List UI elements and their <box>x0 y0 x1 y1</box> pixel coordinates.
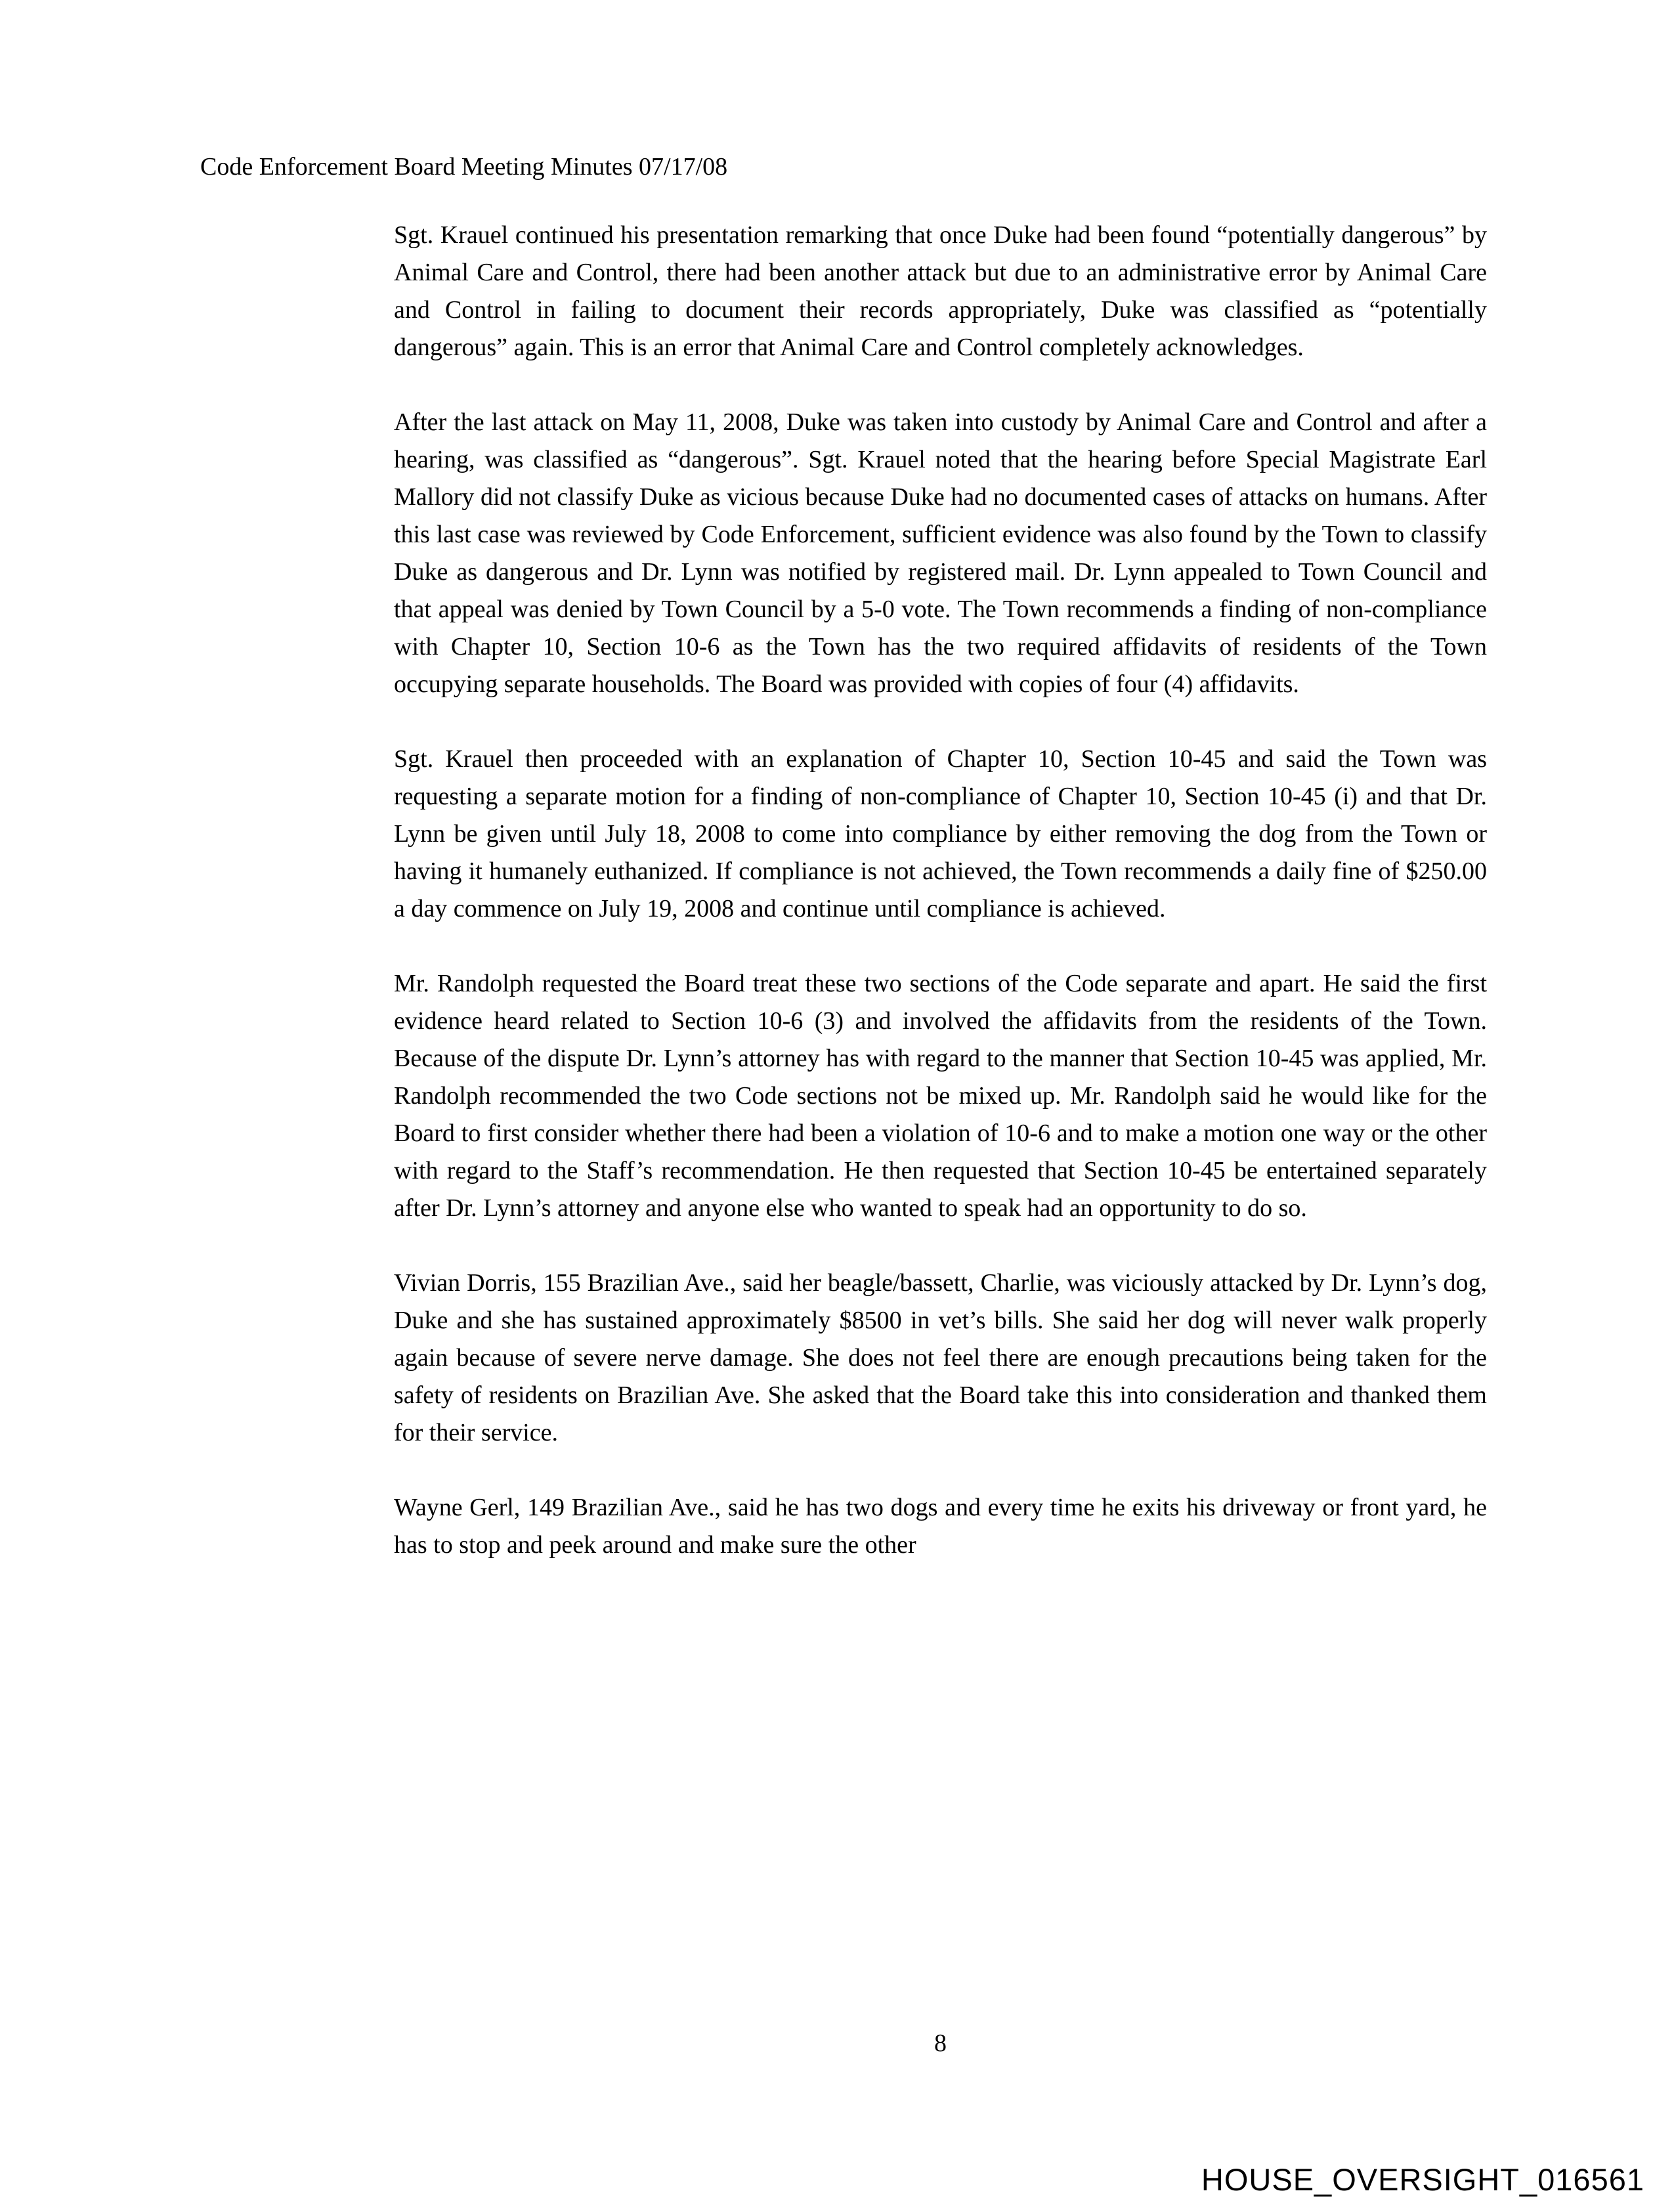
paragraph: Sgt. Krauel then proceeded with an explanation of Chapter 10, Section 10-45 and said the Town was requesting a separate motion for a finding of non-compliance of Chapter 10, Section 10-45 (i) and that Dr. Lynn be given until July 18, 2008 to come into compliance by either removing the dog from the Town or having it humanely euthanized. If compliance is not achieved, the Town recommends a daily fine of $250.00 a day commence on July 19, 2008 and continue until compliance is achieved. <box>394 745 1487 922</box>
paragraph: Sgt. Krauel continued his presentation remarking that once Duke had been found “potentially dangerous” by Animal Care and Control, there had been another attack but due to an administrative error by Animal Care and Control in failing to document their records appropriately, Duke was classified as “potentially dangerous” again. This is an error that Animal Care and Control completely acknowledges. <box>394 221 1487 361</box>
footer-watermark: HOUSE_OVERSIGHT_016561 <box>1201 2162 1644 2197</box>
paragraph: Vivian Dorris, 155 Brazilian Ave., said her beagle/bassett, Charlie, was viciously attacked by Dr. Lynn’s dog, Duke and she has sustained approximately $8500 in vet’s bills. She said her dog will never walk properly again because of severe nerve damage. She does not feel there are enough precautions being taken for the safety of residents on Brazilian Ave. She asked that the Board take this into consideration and thanked them for their service. <box>394 1269 1487 1446</box>
page-number: 8 <box>934 2029 947 2057</box>
document-header: Code Enforcement Board Meeting Minutes 07/17/08 <box>200 153 728 181</box>
document-body <box>394 217 1487 1564</box>
paragraph: Wayne Gerl, 149 Brazilian Ave., said he has two dogs and every time he exits his driveway or front yard, he has to stop and peek around and make sure the other <box>394 1494 1487 1559</box>
paragraph: After the last attack on May 11, 2008, Duke was taken into custody by Animal Care and Control and after a hearing, was classified as “dangerous”. Sgt. Krauel noted that the hearing before Special Magistrate Earl Mallory did not classify Duke as vicious because Duke had no documented cases of attacks on humans. After this last case was reviewed by Code Enforcement, sufficient evidence was also found by the Town to classify Duke as dangerous and Dr. Lynn was notified by registered mail. Dr. Lynn appealed to Town Council and that appeal was denied by Town Council by a 5-0 vote. The Town recommends a finding of non-compliance with Chapter 10, Section 10-6 as the Town has the two required affidavits of residents of the Town occupying separate households. The Board was provided with copies of four (4) affidavits. <box>394 408 1487 698</box>
paragraph: Mr. Randolph requested the Board treat these two sections of the Code separate and apart. He said the first evidence heard related to Section 10-6 (3) and involved the affidavits from the residents of the Town. Because of the dispute Dr. Lynn’s attorney has with regard to the manner that Section 10-45 was applied, Mr. Randolph recommended the two Code sections not be mixed up. Mr. Randolph said he would like for the Board to first consider whether there had been a violation of 10-6 and to make a motion one way or the other with regard to the Staff’s recommendation. He then requested that Section 10-45 be entertained separately after Dr. Lynn’s attorney and anyone else who wanted to speak had an opportunity to do so. <box>394 970 1487 1222</box>
